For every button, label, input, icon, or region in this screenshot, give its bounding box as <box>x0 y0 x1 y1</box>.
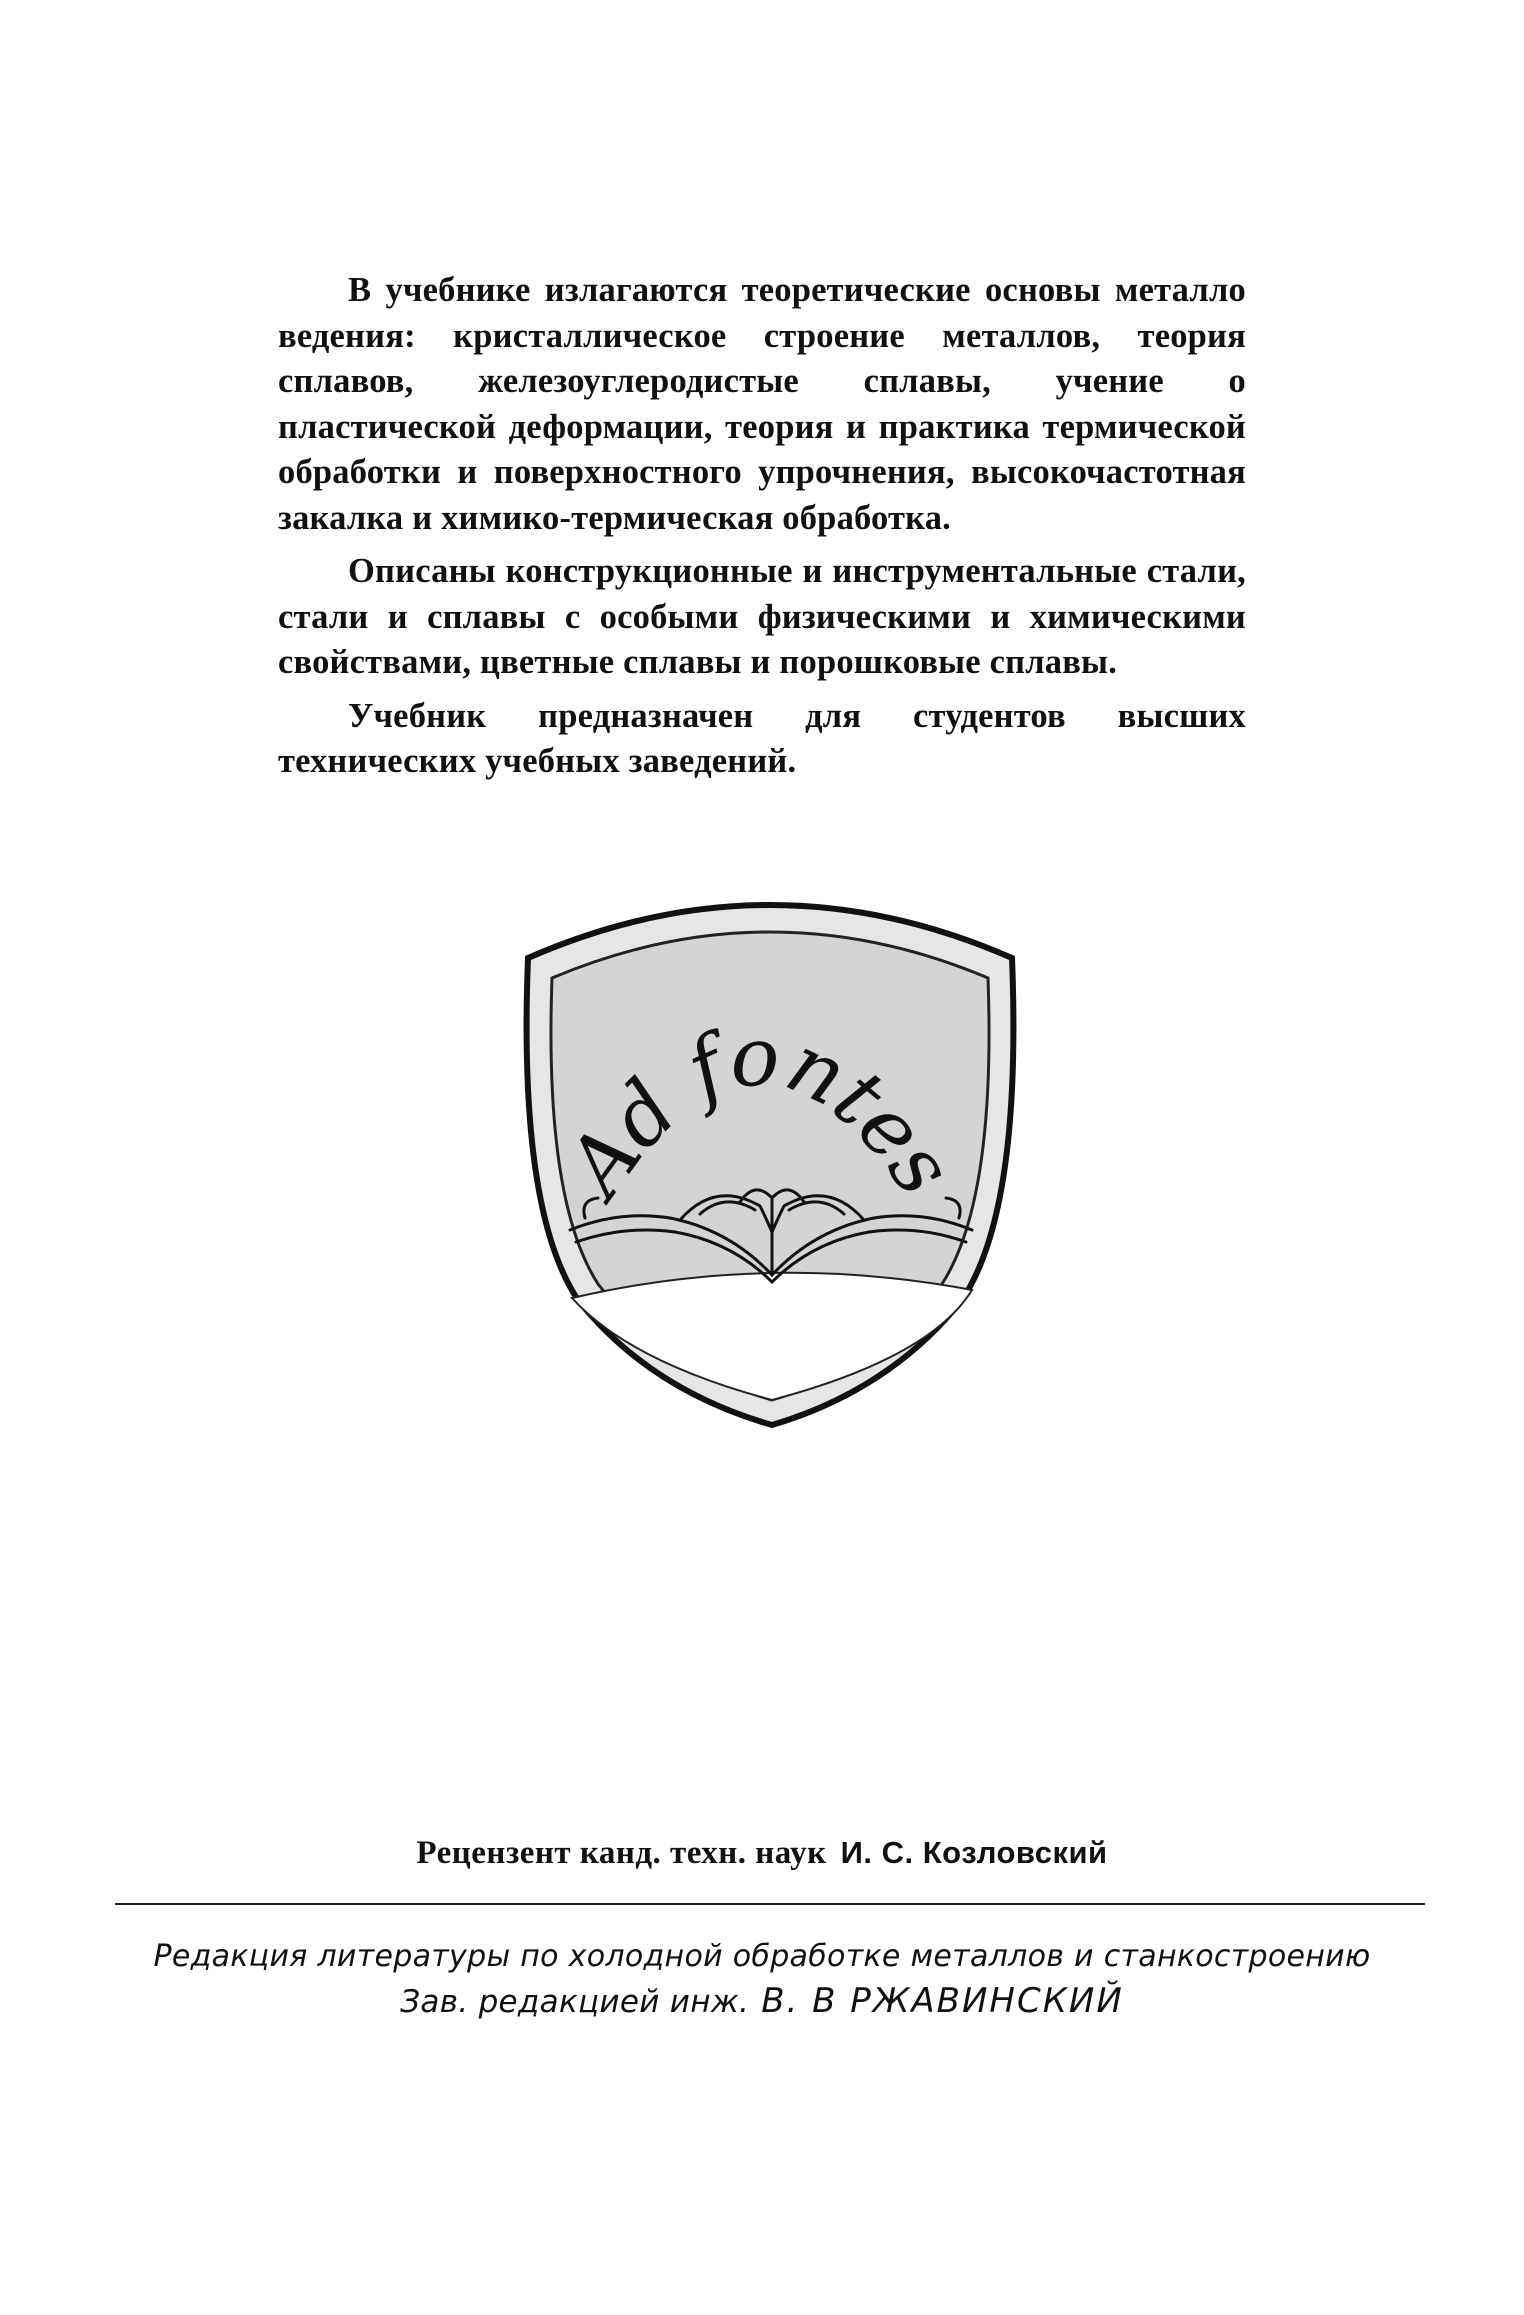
editorial-block <box>0 1935 1524 2024</box>
abstract-paragraph-1: В учебнике излагаются теоретические основы металло ведения: кристаллическое строение металлов, теория сплавов, железоуглеродистые сплавы, учение о пластической деформации, теория и практика термической обработки и поверхностного упрочнения, высокочастотная закалка и химико-термическая обработка. <box>278 271 1246 537</box>
reviewer-line <box>0 1835 1524 1872</box>
reviewer-name: И. С. Козловский <box>840 1835 1108 1870</box>
ad-fontes-shield-emblem <box>510 880 1030 1440</box>
motto-text: Ad fontes <box>549 1009 972 1213</box>
editorial-line-2 <box>0 1979 1524 2024</box>
abstract-paragraph-2: Описаны конструкционные и инструментальные стали, стали и сплавы с особыми физическими и химическими свойствами, цветные сплавы и порошковые сплавы. <box>278 552 1246 681</box>
editor-title: Зав. редакцией инж. <box>400 1984 750 2020</box>
reviewer-label: Рецензент канд. техн. наук <box>416 1835 827 1871</box>
abstract-paragraph-3: Учебник предназначен для студентов высших технических учебных заведений. <box>278 696 1246 780</box>
abstract-block <box>278 268 1246 793</box>
shield-emblem-graphic <box>510 880 1030 1440</box>
editor-name: В. В РЖАВИНСКИЙ <box>761 1981 1124 2021</box>
editorial-line-1: Редакция литературы по холодной обработке металлов и станкостроению <box>153 1939 1371 1974</box>
shield-lower-band <box>572 1273 972 1400</box>
horizontal-divider <box>115 1903 1425 1905</box>
